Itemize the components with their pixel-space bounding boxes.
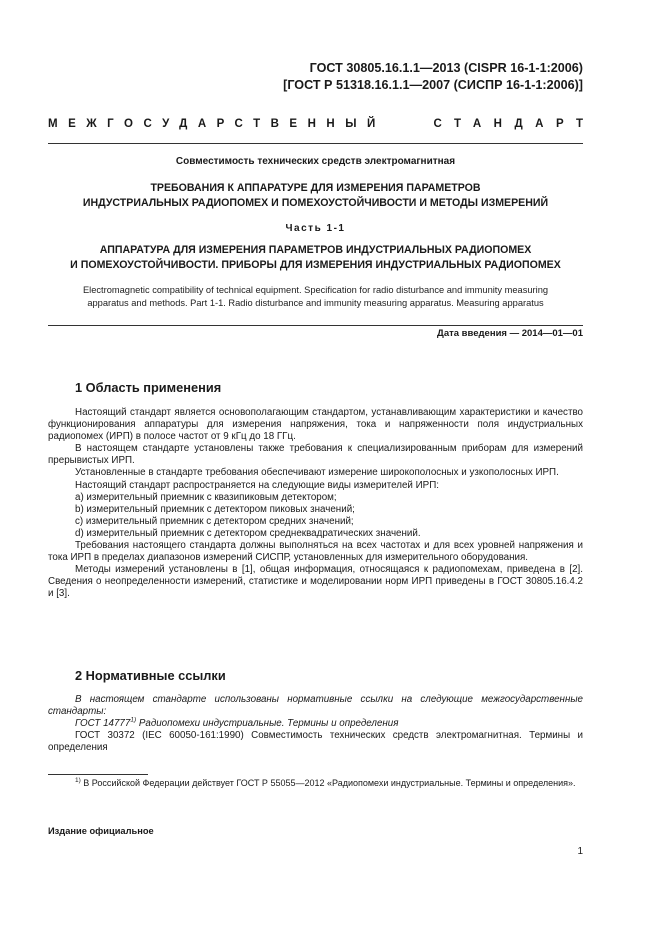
reference-item <box>48 718 583 730</box>
paragraph: Настоящий стандарт является основополагающим стандартом, устанавливающим характеристики и качество функционирования аппаратуры для измерения напряжения, тока и напряженности поля индустриальных радиопомех (ИРП) в полосе частот от 9 кГц до 18 ГГц. <box>48 407 583 443</box>
paragraph: Требования настоящего стандарта должны выполняться на всех частотах и для всех уровней напряжения и тока ИРП в пределах диапазонов измерений СИСПР, установленных для измерительного оборудования. <box>48 540 583 564</box>
document-title-line-1: ТРЕБОВАНИЯ К АППАРАТУРЕ ДЛЯ ИЗМЕРЕНИЯ ПАРАМЕТРОВ <box>150 182 481 194</box>
interstate-standard-label <box>48 118 596 130</box>
title-divider <box>48 325 583 326</box>
list-item: с) измерительный приемник с детектором средних значений; <box>75 515 354 527</box>
introduction-date: Дата введения — 2014—01—01 <box>437 328 583 339</box>
standard-codes <box>283 60 583 93</box>
footnote-text: В Российской Федерации действует ГОСТ Р 55055—2012 «Радиопомехи индустриальные. Термины и определения». <box>80 778 576 788</box>
list-item: d) измерительный приемник с детектором среднеквадратических значений. <box>75 527 421 539</box>
interstate-word-1: МЕЖГОСУДАРСТВЕННЫЙ <box>48 118 386 130</box>
section-1-heading: 1 Область применения <box>75 380 222 395</box>
paragraph: В настоящем стандарте использованы нормативные ссылки на следующие межгосударственные стандарты: <box>48 694 583 718</box>
section-2-body <box>48 694 583 754</box>
section-1-body <box>48 407 583 601</box>
footnote <box>48 777 583 789</box>
document-title <box>48 181 583 211</box>
reference-item: ГОСТ 30372 (IEC 60050-161:1990) Совместимость технических средств электромагнитная. Термины и определения <box>48 730 583 754</box>
english-title-line-2: apparatus and methods. Part 1-1. Radio disturbance and immunity measuring apparatus. Measuring apparatus <box>87 298 544 308</box>
standard-code-primary: ГОСТ 30805.16.1.1—2013 (CISPR 16-1-1:2006) <box>309 61 583 75</box>
part-title-line-2: И ПОМЕХОУСТОЙЧИВОСТИ. ПРИБОРЫ ДЛЯ ИЗМЕРЕНИЯ ИНДУСТРИАЛЬНЫХ РАДИОПОМЕХ <box>70 259 561 271</box>
interstate-word-2: СТАНДАРТ <box>433 118 596 130</box>
part-title-line-1: АППАРАТУРА ДЛЯ ИЗМЕРЕНИЯ ПАРАМЕТРОВ ИНДУСТРИАЛЬНЫХ РАДИОПОМЕХ <box>99 244 532 256</box>
edition-label: Издание официальное <box>48 826 154 836</box>
english-title <box>48 284 583 310</box>
paragraph: Установленные в стандарте требования обеспечивают измерение широкополосных и узкополосных ИРП. <box>75 467 559 479</box>
paragraph: Методы измерений установлены в [1], общая информация, относящаяся к радиопомехам, приведена в [2]. Сведения о неопределенности измерений, статистике и моделировании норм ИРП приведены в ГОСТ 30805.16.4.2 и [3]. <box>48 564 583 600</box>
part-title <box>48 243 583 273</box>
reference-code: ГОСТ 14777 <box>75 718 131 730</box>
section-2-heading: 2 Нормативные ссылки <box>75 668 226 683</box>
footnote-divider <box>48 774 148 775</box>
page-number: 1 <box>577 846 583 857</box>
document-subtitle: Совместимость технических средств электромагнитная <box>175 156 456 167</box>
footnote-reference[interactable]: 1) <box>130 716 137 724</box>
header-divider <box>48 143 583 144</box>
standard-code-secondary: [ГОСТ Р 51318.16.1.1—2007 (СИСПР 16-1-1:2006)] <box>283 77 583 92</box>
paragraph: В настоящем стандарте установлены также требования к специализированным приборам для измерений прерывистых ИРП. <box>48 443 583 467</box>
footnote-mark: 1) <box>75 777 81 784</box>
list-item: b) измерительный приемник с детектором пиковых значений; <box>75 503 355 515</box>
part-label: Часть 1-1 <box>285 223 346 234</box>
document-title-line-2: ИНДУСТРИАЛЬНЫХ РАДИОПОМЕХ И ПОМЕХОУСТОЙЧИВОСТИ И МЕТОДЫ ИЗМЕРЕНИЙ <box>82 197 549 209</box>
english-title-line-1: Electromagnetic compatibility of technical equipment. Specification for radio disturbance and immunity measuring <box>82 285 549 295</box>
paragraph: Настоящий стандарт распространяется на следующие виды измерителей ИРП: <box>75 479 439 491</box>
list-item: а) измерительный приемник с квазипиковым детектором; <box>75 491 337 503</box>
reference-title: Радиопомехи индустриальные. Термины и определения <box>136 718 399 730</box>
